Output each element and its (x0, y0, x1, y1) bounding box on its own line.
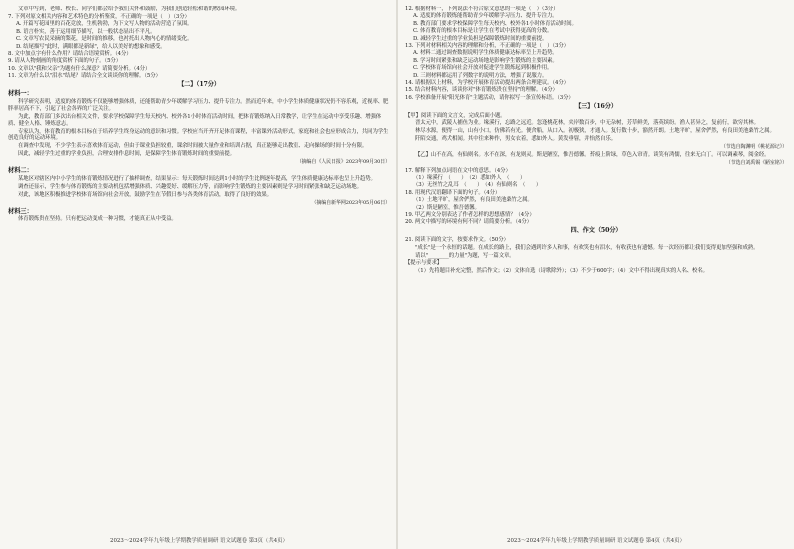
question-14: 14. 请根据以上材料，为学校开展体育活动提出两条合理建议。（4分） (405, 80, 569, 87)
left-line: 文章中写到，老师、校长、同学们都会给予我们关怀和鼓励，为我们创造轻松和谐的校园环境。 (18, 6, 241, 12)
option-b: B. 教育部门要求学校保障学生每天校内、校外各1小时体育活动时间。 (413, 20, 577, 27)
question-8: 8. 文中加点字有什么作用？请结合语境赏析。（4分） (8, 50, 132, 57)
question-18: 18. 用现代汉语翻译下面的句子。（4分） (405, 189, 501, 196)
classical-text-paragraph: 晋太元中，武陵人捕鱼为业。缘溪行，忘路之远近。忽逢桃花林，夹岸数百步，中无杂树，芳草鲜美，落英缤纷。渔人甚异之，复前行，欲穷其林。 (415, 120, 759, 127)
material-3-paragraph: 体育锻炼贵在坚持。只有把运动变成一种习惯，才能真正从中受益。 (18, 216, 177, 223)
option-c: C. 体育教育的根本目标是让学生在考试中获得更高的分数。 (413, 28, 553, 35)
material-1-label: 材料一： (8, 89, 33, 97)
material-1-paragraph: 在调查中发现，不少学生表示喜欢体育运动，但由于课业负担较重，课余时间被大量作业和培训占据，真正能够走出教室、走向操场的时间十分有限。 (18, 143, 368, 150)
question-10: 10. 文章以"我和父亲"为题有什么深意？请简要分析。（4分） (8, 65, 151, 72)
section-heading-3: 【三】（16分） (575, 102, 617, 110)
classical-text-paragraph: 阡陌交通，鸡犬相闻。其中往来种作，男女衣着，悉如外人。黄发垂髫，并怡然自乐。 (415, 135, 617, 142)
option-d: D. 减轻学生过重的学业负担是保障锻炼时间的重要前提。 (413, 35, 548, 42)
section-heading-2: 【二】（17分） (178, 81, 220, 89)
option-d: D. 三则材料都运用了列数字的说明方法，增强了说服力。 (413, 72, 548, 79)
page-footer-right: 2023～2024学年九年级上学期教学质量调研 语文试题卷 第4页（共4页） (507, 538, 685, 544)
classical-text-source: （节选自陶渊明《桃花源记》） (720, 143, 787, 150)
question-7: 7. 下列对原文相关内容和艺术特色的分析鉴赏，不正确的一项是（ ）（3分） (8, 13, 190, 20)
classical-text-source: （节选自刘禹锡《陋室铭》） (725, 159, 787, 166)
question-17-item: （1）缘溪行 （ ） （2）悉如外人 （ ） (413, 174, 526, 181)
option-a: A. 材料二通过调查数据说明学生体质健康达标率呈上升趋势。 (413, 50, 558, 57)
material-1-paragraph: 专家认为，体育教育的根本目标在于培养学生终身运动的意识和习惯。学校应当开齐开足体育课程，丰富课外活动形式，家庭和社会也应形成合力，共同为学生创造良好的运动环境。 (8, 128, 389, 142)
question-17: 17. 解释下列加点词语在文中的意思。（4分） (405, 167, 511, 174)
section-heading-4: 四、作文（50分） (570, 227, 622, 235)
material-1-paragraph: 科学研究表明，适度的体育锻炼不仅能够增强体质，还能帮助青少年缓解学习压力、提升专注力。然而近年来，中小学生体质健康状况仍不容乐观，近视率、肥胖率居高不下，引起了社会各界的广泛关注。 (8, 98, 389, 112)
question-20: 20. 两文中描写的环境有何不同？请简要分析。（4分） (405, 219, 532, 226)
question-18-item: （2）斯是陋室，惟吾德馨。 (413, 204, 480, 211)
option-c: C. 学校体育场馆向社会开放对促进学生锻炼起到积极作用。 (413, 65, 553, 72)
material-2-source: （摘编自新华网2023年05月06日） (311, 199, 390, 206)
question-17-item: （3）无丝竹之乱耳 （ ） （4）有仙则名 （ ） (413, 182, 542, 189)
classical-text-paragraph: 林尽水源，便得一山，山有小口，仿佛若有光。便舍船，从口入。初极狭，才通人。复行数十步，豁然开朗。土地平旷，屋舍俨然，有良田美池桑竹之属。 (415, 128, 775, 134)
material-1-paragraph: 因此，减轻学生过重的学业负担，合理安排作息时间，是保障学生体育锻炼时间的重要前提。 (18, 151, 235, 158)
material-2-paragraph: 调查还显示，学生参与体育锻炼的主要动机包括增强体质、兴趣爱好、缓解压力等，而影响学生锻炼的主要因素则是学习时间紧张和缺乏运动场地。 (18, 183, 362, 190)
question-21: 21. 阅读下面的文字，按要求作文。（50分） (405, 237, 509, 244)
question-11: 11. 文章为什么以"泪水"结尾？请结合全文谈谈你的理解。（5分） (8, 73, 161, 80)
option-b: B. 学习时间紧张和缺乏运动场地是影响学生锻炼的主要因素。 (413, 57, 558, 64)
page-footer-left: 2023～2024学年九年级上学期教学质量调研 语文试题卷 第3页（共4页） (110, 538, 288, 544)
classical-intro: 【甲】阅读下面的文言文，完成后面小题。 (405, 112, 506, 119)
question-18-item: （1）土地平旷，屋舍俨然，有良田美池桑竹之属。 (413, 197, 533, 204)
material-2-paragraph: 某地区对辖区内中小学生的体育锻炼情况进行了抽样调查，结果显示：每天锻炼时间达到1小时的学生比例逐年提高，学生体质健康达标率也呈上升趋势。 (18, 175, 376, 182)
option-b: B. 语言朴实，善于运用细节描写，以一般状态显出不平凡。 (16, 28, 156, 35)
right-column (405, 6, 787, 534)
option-a: A. 适度的体育锻炼能帮助青少年缓解学习压力、提升专注力。 (413, 13, 558, 20)
question-16: 16. 学校准备开展"阳光体育"主题活动，请你拟写一条宣传标语。（3分） (405, 94, 574, 101)
essay-requirements-heading: 【提示与要求】 (405, 260, 443, 267)
classical-text-paragraph: 【乙】山不在高，有仙则名。水不在深，有龙则灵。斯是陋室，惟吾德馨。苔痕上阶绿，草色入帘青。谈笑有鸿儒，往来无白丁。可以调素琴，阅金经。 (415, 151, 770, 158)
option-c: C. 文章写农民采摘的梨花，是时间的推移，也衬托出人物内心的情绪变化。 (16, 36, 193, 43)
material-2-paragraph: 对此，该地区积极推进学校体育场馆向社会开放，鼓励学生在节假日参与各类体育活动，取得了良好的效果。 (18, 191, 272, 198)
question-9: 9. 请从人物刻画的角度赏析下面的句子。（5分） (8, 58, 121, 65)
question-19: 19. 甲乙两文分别表达了作者怎样的思想感情？（4分） (405, 211, 535, 218)
material-1-paragraph: 为此，教育部门多次出台相关文件，要求学校保障学生每天校内、校外各1小时体育活动时间，把体育锻炼纳入日常教学，让学生在运动中享受乐趣、增强体质、健全人格、锤炼意志。 (8, 113, 382, 127)
essay-title-instruction: 请以"________的力量"为题，写一篇文章。 (415, 252, 515, 259)
material-3-label: 材料三： (8, 207, 33, 215)
essay-prompt: "成长"是一个永恒的话题。在成长的路上，我们会遇到许多人和事，有欢笑也有泪水，有收获也有遗憾。每一次经历都让我们变得更加坚强和成熟。 (415, 244, 759, 251)
question-15: 15. 结合材料内容，谈谈你对"体育锻炼贵在坚持"的理解。（4分） (405, 87, 558, 94)
question-13: 13. 下列对材料相关内容的理解和分析，不正确的一项是（ ）（3分） (405, 43, 569, 50)
left-column (8, 6, 390, 534)
option-d: D. 结尾描写"此时，满眼都是新绿"，给人以美好的想象和感受。 (16, 43, 166, 50)
essay-requirements: （1）先将题目补充完整，然后作文；（2）文体自选（诗歌除外）；（3）不少于600字；（4）文中不得出现真实的人名、校名。 (415, 267, 708, 274)
question-12: 12. 根据材料一，下列说法不符合原文意思的一项是（ ）（3分） (405, 6, 559, 12)
option-a: A. 开篇写花园里的百花竞放，生机勃勃，为下文写人物的活动营造了氛围。 (16, 21, 193, 28)
material-1-source: （摘编自《人民日报》2023年09月30日） (296, 159, 390, 166)
page-divider (396, 0, 398, 549)
material-2-label: 材料二： (8, 167, 33, 175)
